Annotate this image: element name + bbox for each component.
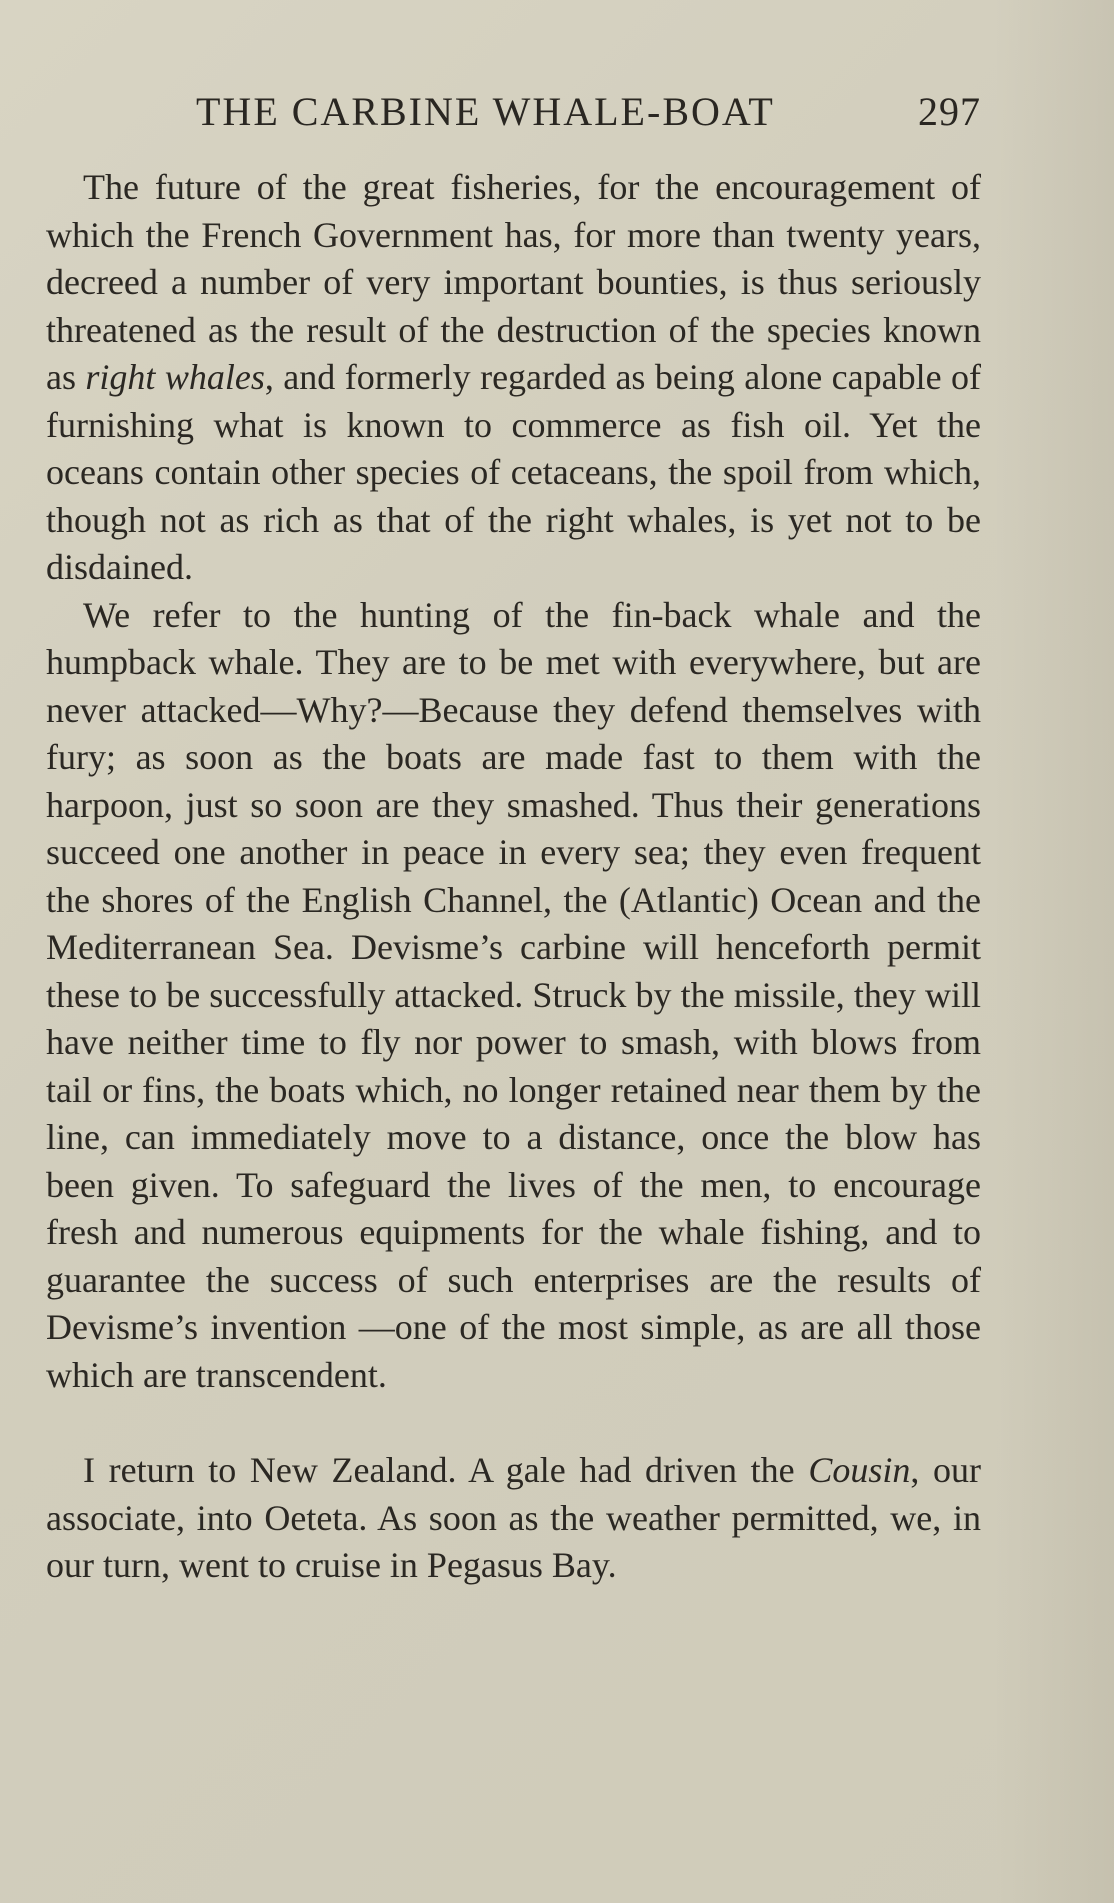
page-number: 297 [918, 89, 981, 134]
paragraph-1 [46, 164, 981, 592]
italic-term-right-whales: right whales [85, 357, 265, 397]
paragraph-3 [46, 1447, 981, 1590]
text-segment: , our associate, into Oeteta. As soon as the weather permitted, we, in our turn, went to cruise in Pegasus Bay. [46, 1450, 981, 1585]
italic-ship-name-cousin: Cousin [808, 1450, 911, 1490]
text-segment: We refer to the hunting of the fin-back whale and the humpback whale. They are to be met with everywhere, but are never attacked—Why?—Because they defend themselves with fury; as soon as the boats are made fast to them with the harpoon, just so soon are they smashed. Thus their generations succeed one another in peace in every sea; they even frequent the shores of the English Channel, the (Atlantic) Ocean and the Mediterranean Sea. Devisme’s carbine will henceforth permit these to be successfully attacked. Struck by the missile, they will have neither time to fly nor power to smash, with blows from tail or fins, the boats which, no longer retained near them by the line, can immediately move to a distance, once the blow has been given. To safeguard the lives of the men, to encourage fresh and numerous equipments for the whale fishing, and to guarantee the success of such enterprises are the results of Devisme’s invention —one of the most simple, as are all those which are transcendent. [46, 594, 981, 1395]
body-text [46, 164, 981, 1590]
text-segment: I return to New Zealand. A gale had driven the [83, 1450, 809, 1490]
running-title: THE CARBINE WHALE-BOAT [196, 89, 775, 134]
page-edge-shading [994, 0, 1114, 1903]
paragraph-2 [46, 592, 981, 1400]
text-segment: The future of the great fisheries, for the encouragement of which the French Government has, for more than twenty years, decreed a number of very important bounties, is thus seriously threatened as the result of the destruction of the species known as [46, 167, 981, 397]
running-head [46, 88, 981, 140]
text-segment: , and formerly regarded as being alone capable of furnishing what is known to commerce as fish oil. Yet the oceans contain other species of cetaceans, the spoil from which, though not as rich as that of the right whales, is yet not to be disdained. [46, 357, 981, 587]
